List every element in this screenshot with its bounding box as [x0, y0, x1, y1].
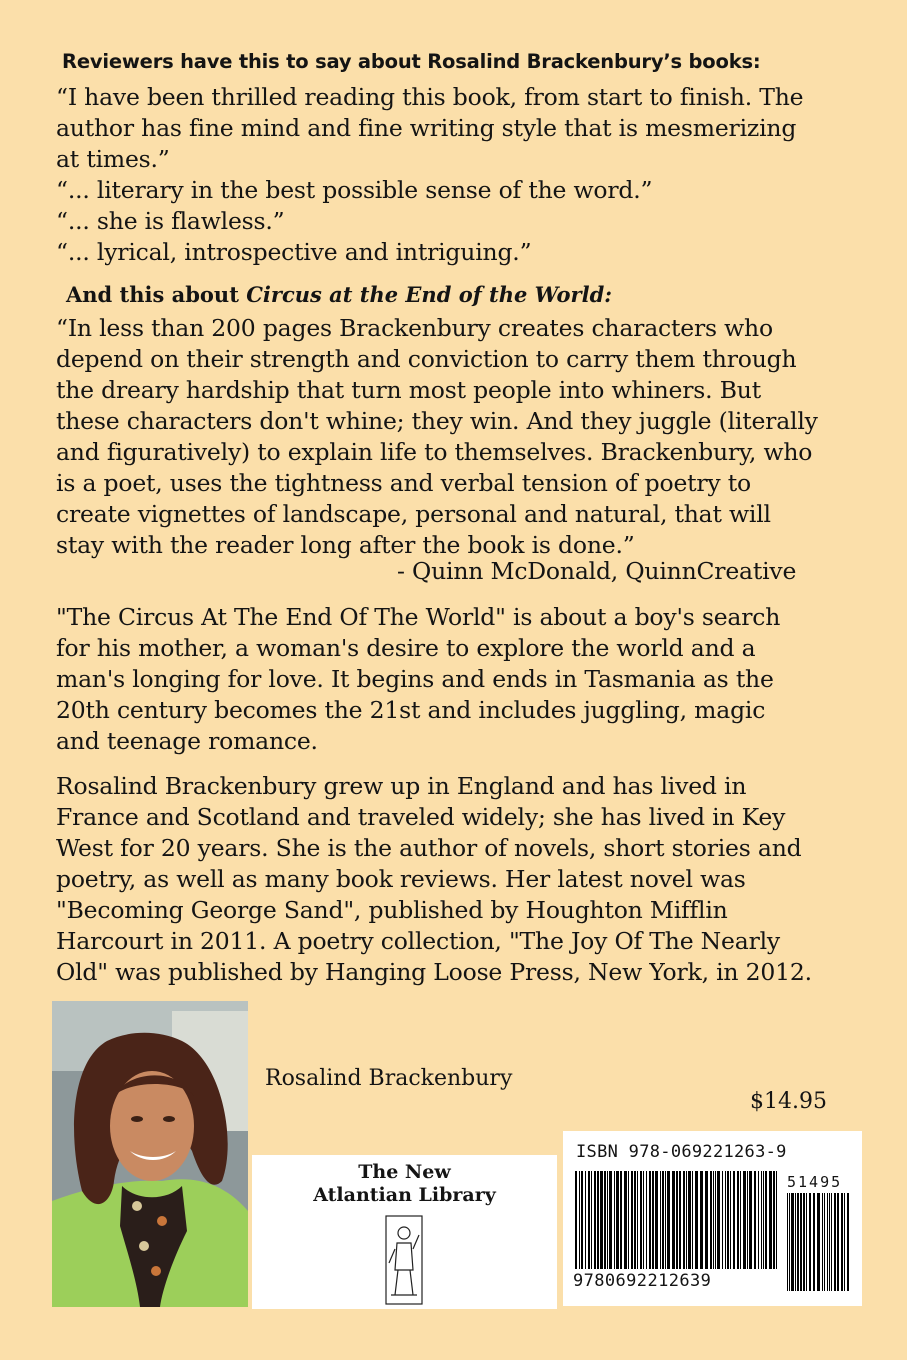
circus-quote-line: depend on their strength and conviction to carry them through [56, 345, 797, 373]
synopsis-line: man's longing for love. It begins and ends in Tasmania as the [56, 665, 774, 693]
review-quote-line: at times.” [56, 145, 170, 173]
synopsis-line: 20th century becomes the 21st and includes juggling, magic [56, 696, 766, 724]
reviews-heading: Reviewers have this to say about Rosalind Brackenbury’s books: [62, 50, 761, 73]
review-quote-line: author has fine mind and fine writing style that is mesmerizing [56, 114, 797, 142]
circus-quote-line: and figuratively) to explain life to themselves. Brackenbury, who [56, 438, 813, 466]
knight-logo-icon [385, 1215, 423, 1305]
publisher-name-line1: The New [358, 1161, 451, 1183]
circus-heading-prefix: And this about [66, 282, 247, 307]
bio-line: "Becoming George Sand", published by Houghton Mifflin [56, 896, 728, 924]
circus-quote-line: stay with the reader long after the book is done.” [56, 531, 635, 559]
review-attribution: - Quinn McDonald, QuinnCreative [397, 557, 797, 585]
isbn-label: ISBN 978-069221263-9 [576, 1142, 787, 1162]
circus-review-heading [66, 282, 612, 307]
synopsis-line: for his mother, a woman's desire to explore the world and a [56, 634, 756, 662]
review-quote-line: “... she is flawless.” [56, 207, 285, 235]
reviews-quotes [56, 82, 856, 268]
circus-quote-line: create vignettes of landscape, personal and natural, that will [56, 500, 771, 528]
bio-line: Rosalind Brackenbury grew up in England and has lived in [56, 772, 747, 800]
author-bio [56, 771, 856, 988]
circus-quote-line: these characters don't whine; they win. And they juggle (literally [56, 407, 818, 435]
author-portrait-icon [52, 1001, 248, 1307]
circus-heading-title: Circus at the End of the World: [246, 282, 613, 307]
publisher-name [252, 1161, 557, 1207]
price: $14.95 [750, 1089, 827, 1114]
ean-number: 9780692212639 [573, 1271, 712, 1291]
bio-line: West for 20 years. She is the author of novels, short stories and [56, 834, 802, 862]
addon-number: 51495 [787, 1173, 843, 1191]
publisher-badge [252, 1155, 557, 1309]
synopsis-line: "The Circus At The End Of The World" is about a boy's search [56, 603, 781, 631]
circus-quote-line: “In less than 200 pages Brackenbury creates characters who [56, 314, 773, 342]
bio-line: Old" was published by Hanging Loose Press, New York, in 2012. [56, 958, 812, 986]
circus-quote-line: the dreary hardship that turn most people into whiners. But [56, 376, 761, 404]
review-quote-line: “... literary in the best possible sense of the word.” [56, 176, 653, 204]
author-photo [52, 1001, 248, 1307]
bio-line: Harcourt in 2011. A poetry collection, "The Joy Of The Nearly [56, 927, 780, 955]
bio-line: poetry, as well as many book reviews. Her latest novel was [56, 865, 746, 893]
synopsis [56, 602, 856, 757]
circus-review-quote [56, 313, 856, 561]
barcode-panel [563, 1131, 862, 1306]
synopsis-line: and teenage romance. [56, 727, 318, 755]
review-quote-line: “I have been thrilled reading this book, from start to finish. The [56, 83, 804, 111]
bio-line: France and Scotland and traveled widely; she has lived in Key [56, 803, 786, 831]
publisher-name-line2: Atlantian Library [313, 1184, 496, 1206]
circus-quote-line: is a poet, uses the tightness and verbal tension of poetry to [56, 469, 751, 497]
author-photo-caption: Rosalind Brackenbury [265, 1066, 513, 1091]
review-quote-line: “... lyrical, introspective and intriguing.” [56, 238, 532, 266]
